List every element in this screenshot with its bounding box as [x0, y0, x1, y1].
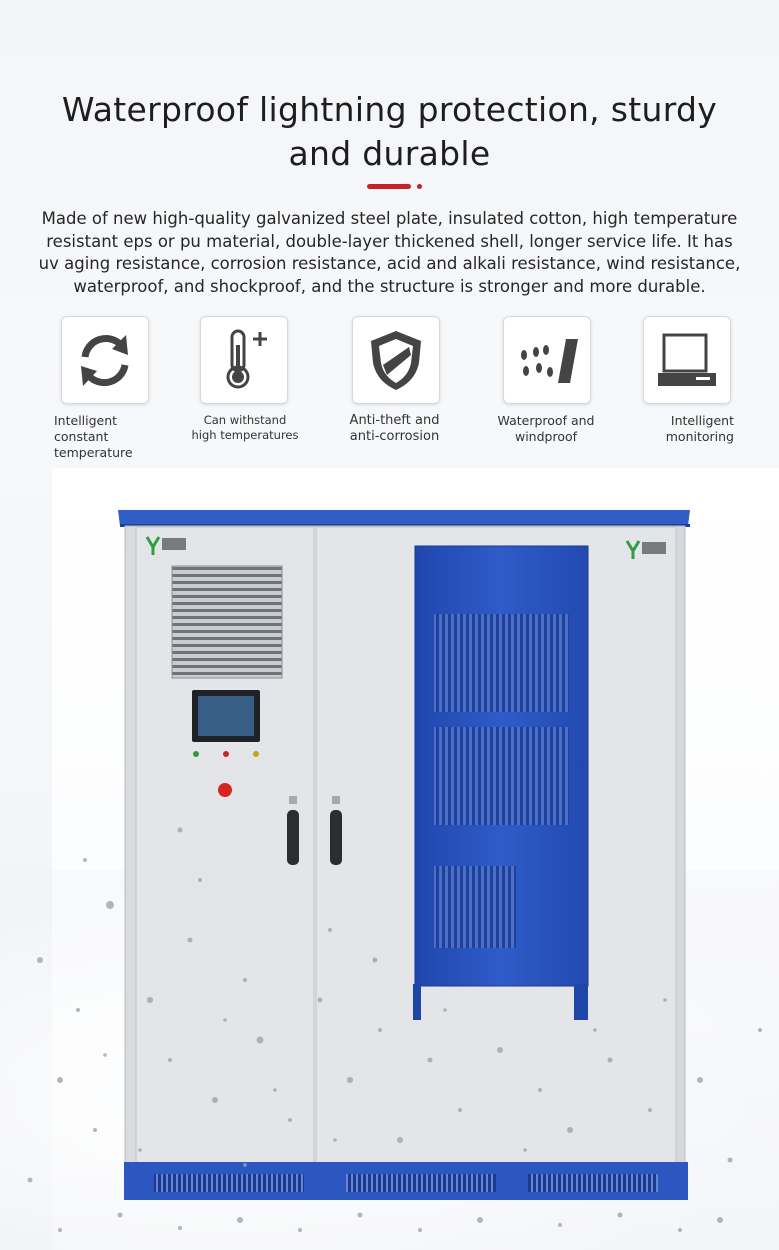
description-text: Made of new high-quality galvanized steel plate, insulated cotton, high temperature resistant eps or pu material, double-layer thickened shell, longer service life. It has uv aging resistance, corrosion resistance, acid and alkali resistance, wind resistance, waterproof, and shockproof, and the structure is stronger and more durable. — [38, 209, 741, 296]
page-title-line-2: and durable — [288, 134, 491, 173]
page-title-line-1: Waterproof lightning protection, sturdy — [61, 90, 718, 129]
